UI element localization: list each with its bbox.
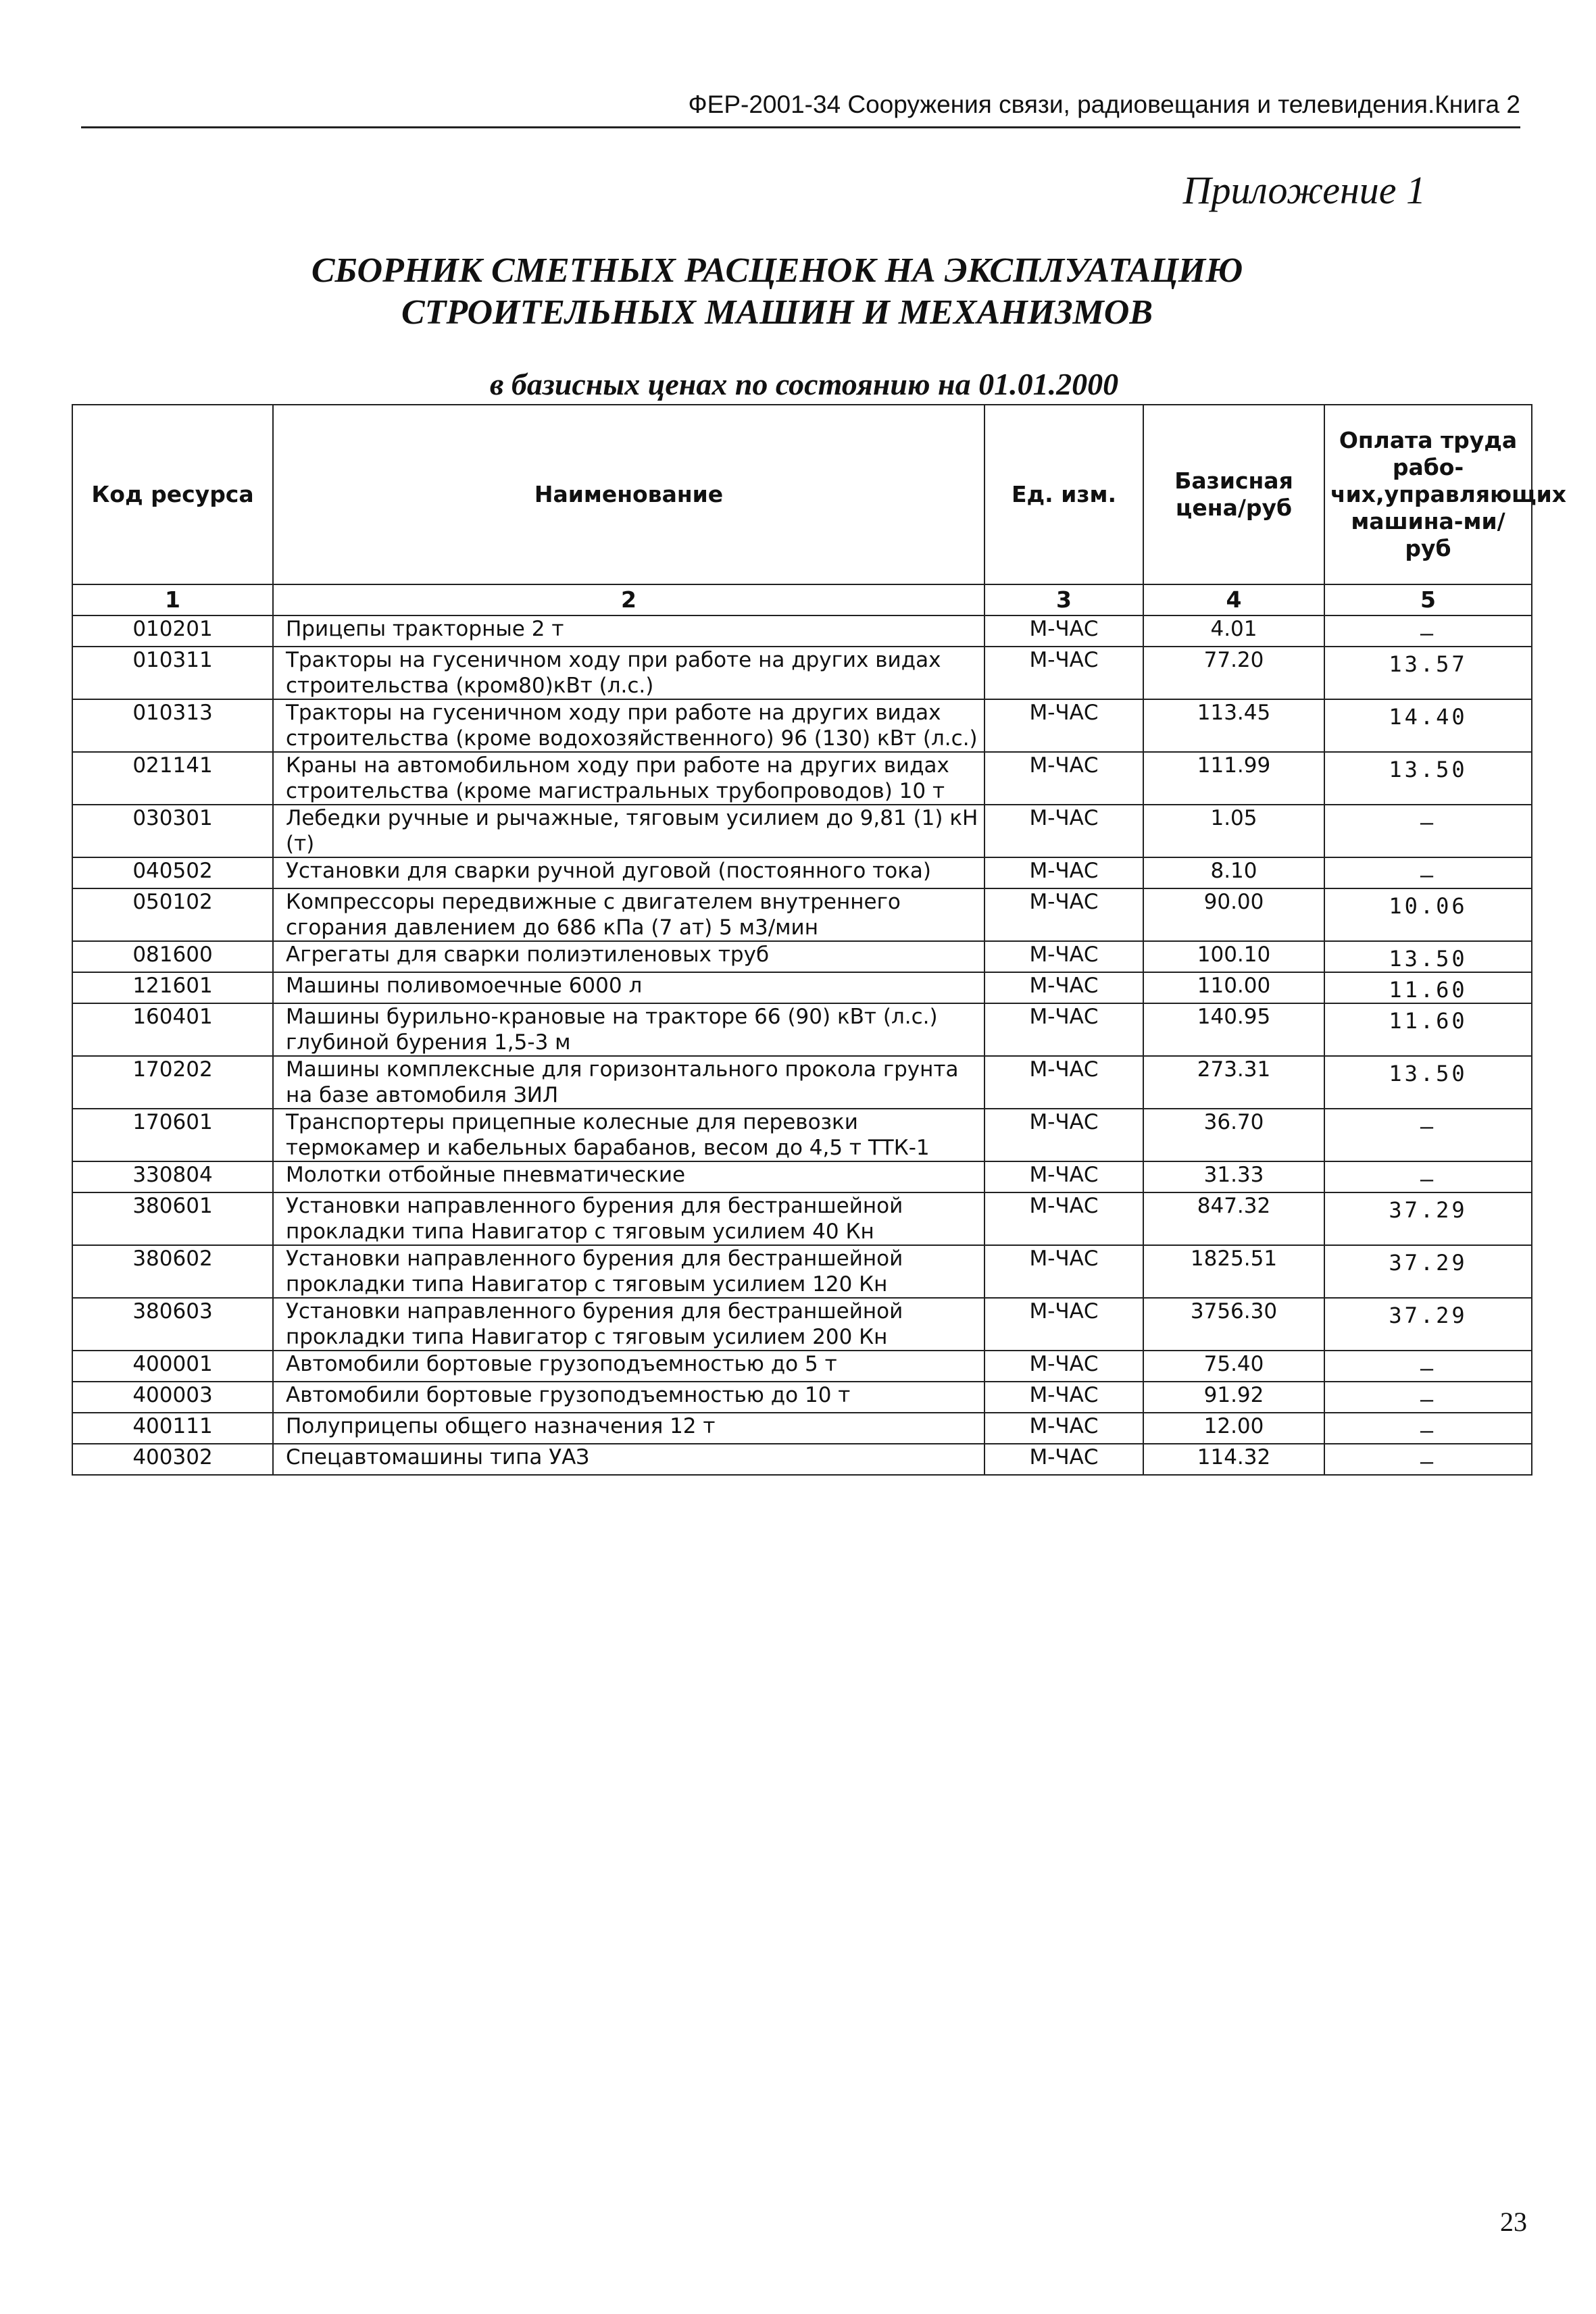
resource-name-cell: Установки направленного бурения для бестраншейной прокладки типа Навигатор с тяговым усилием 40 Кн (273, 1192, 984, 1245)
unit-cell: М-ЧАС (984, 805, 1143, 857)
resource-name-cell: Полуприцепы общего назначения 12 т (273, 1413, 984, 1444)
wage-cell: 37.29 (1324, 1245, 1532, 1298)
table-row (72, 1351, 1532, 1382)
wage-cell: — (1324, 615, 1532, 647)
wage-cell: 14.40 (1324, 699, 1532, 752)
table-row (72, 615, 1532, 647)
resource-name-cell: Лебедки ручные и рычажные, тяговым усилием до 9,81 (1) кН (т) (273, 805, 984, 857)
base-price-cell: 1825.51 (1143, 1245, 1324, 1298)
resource-code-cell: 400001 (72, 1351, 273, 1382)
base-price-cell: 31.33 (1143, 1161, 1324, 1192)
resource-code-cell: 380601 (72, 1192, 273, 1245)
document-title-line-1: СБОРНИК СМЕТНЫХ РАСЦЕНОК НА ЭКСПЛУАТАЦИЮ (311, 251, 1243, 290)
resource-code-cell: 081600 (72, 941, 273, 972)
header-code: Код ресурса (72, 405, 273, 584)
unit-cell: М-ЧАС (984, 972, 1143, 1003)
header-price: Базисная цена/руб (1143, 405, 1324, 584)
wage-cell: — (1324, 1413, 1532, 1444)
base-price-cell: 91.92 (1143, 1382, 1324, 1413)
resource-code-cell: 010313 (72, 699, 273, 752)
wage-cell: — (1324, 1382, 1532, 1413)
table-row (72, 1192, 1532, 1245)
resource-code-cell: 021141 (72, 752, 273, 805)
table-row (72, 1444, 1532, 1475)
table-row (72, 805, 1532, 857)
resource-code-cell: 050102 (72, 888, 273, 941)
resource-name-cell: Тракторы на гусеничном ходу при работе на других видах строительства (кром80)кВт (л.с.) (273, 647, 984, 699)
unit-cell: М-ЧАС (984, 1351, 1143, 1382)
base-price-cell: 90.00 (1143, 888, 1324, 941)
resource-name-cell: Машины комплексные для горизонтального прокола грунта на базе автомобиля ЗИЛ (273, 1056, 984, 1109)
wage-cell: 10.06 (1324, 888, 1532, 941)
resource-code-cell: 170601 (72, 1109, 273, 1161)
resource-code-cell: 121601 (72, 972, 273, 1003)
resource-name-cell: Установки направленного бурения для бестраншейной прокладки типа Навигатор с тяговым усилием 200 Кн (273, 1298, 984, 1351)
resource-code-cell: 170202 (72, 1056, 273, 1109)
unit-cell: М-ЧАС (984, 615, 1143, 647)
wage-cell: — (1324, 1444, 1532, 1475)
base-price-cell: 111.99 (1143, 752, 1324, 805)
column-number: 2 (273, 584, 984, 615)
table-row (72, 647, 1532, 699)
table-row (72, 1382, 1532, 1413)
wage-cell: 13.50 (1324, 752, 1532, 805)
resource-code-cell: 030301 (72, 805, 273, 857)
base-price-cell: 110.00 (1143, 972, 1324, 1003)
resource-name-cell: Машины бурильно-крановые на тракторе 66 (90) кВт (л.с.) глубиной бурения 1,5-3 м (273, 1003, 984, 1056)
unit-cell: М-ЧАС (984, 857, 1143, 888)
unit-cell: М-ЧАС (984, 1161, 1143, 1192)
unit-cell: М-ЧАС (984, 1382, 1143, 1413)
resource-code-cell: 380602 (72, 1245, 273, 1298)
table-row (72, 857, 1532, 888)
resource-name-cell: Машины поливомоечные 6000 л (273, 972, 984, 1003)
resource-name-cell: Транспортеры прицепные колесные для перевозки термокамер и кабельных барабанов, весом до 4,5 т ТТК-1 (273, 1109, 984, 1161)
rates-table (72, 404, 1567, 1476)
base-price-cell: 36.70 (1143, 1109, 1324, 1161)
wage-cell: 13.50 (1324, 1056, 1532, 1109)
unit-cell: М-ЧАС (984, 1003, 1143, 1056)
table-row (72, 888, 1532, 941)
resource-name-cell: Тракторы на гусеничном ходу при работе на других видах строительства (кроме водохозяйственного) 96 (130) кВт (л.с.) (273, 699, 984, 752)
header-unit: Ед. изм. (984, 405, 1143, 584)
table-row (72, 699, 1532, 752)
column-number: 3 (984, 584, 1143, 615)
table-row (72, 1161, 1532, 1192)
page-number: 23 (1500, 2207, 1527, 2237)
column-number: 1 (72, 584, 273, 615)
unit-cell: М-ЧАС (984, 1245, 1143, 1298)
base-price-cell: 1.05 (1143, 805, 1324, 857)
table-row (72, 752, 1532, 805)
unit-cell: М-ЧАС (984, 1192, 1143, 1245)
table-row (72, 1109, 1532, 1161)
wage-cell: 37.29 (1324, 1192, 1532, 1245)
resource-name-cell: Автомобили бортовые грузоподъемностью до 10 т (273, 1382, 984, 1413)
table-row (72, 1003, 1532, 1056)
resource-code-cell: 400003 (72, 1382, 273, 1413)
table-body (72, 615, 1532, 1475)
wage-cell: — (1324, 857, 1532, 888)
wage-cell: — (1324, 1109, 1532, 1161)
resource-name-cell: Автомобили бортовые грузоподъемностью до 5 т (273, 1351, 984, 1382)
base-price-cell: 140.95 (1143, 1003, 1324, 1056)
unit-cell: М-ЧАС (984, 941, 1143, 972)
header-rule (81, 126, 1520, 128)
header-wage: Оплата труда рабо-чих,управляющих машина-ми/руб (1324, 405, 1532, 584)
wage-cell: 11.60 (1324, 1003, 1532, 1056)
resource-code-cell: 010201 (72, 615, 273, 647)
unit-cell: М-ЧАС (984, 888, 1143, 941)
table-row (72, 1245, 1532, 1298)
resource-code-cell: 040502 (72, 857, 273, 888)
column-number: 4 (1143, 584, 1324, 615)
base-price-cell: 113.45 (1143, 699, 1324, 752)
base-price-cell: 100.10 (1143, 941, 1324, 972)
unit-cell: М-ЧАС (984, 1444, 1143, 1475)
resource-name-cell: Установки направленного бурения для бестраншейной прокладки типа Навигатор с тяговым усилием 120 Кн (273, 1245, 984, 1298)
resource-code-cell: 400111 (72, 1413, 273, 1444)
resource-name-cell: Краны на автомобильном ходу при работе на других видах строительства (кроме магистральных трубопроводов) 10 т (273, 752, 984, 805)
resource-name-cell: Компрессоры передвижные с двигателем внутреннего сгорания давлением до 686 кПа (7 ат) 5 м3/мин (273, 888, 984, 941)
resource-name-cell: Спецавтомашины типа УАЗ (273, 1444, 984, 1475)
table-row (72, 1298, 1532, 1351)
table-row (72, 972, 1532, 1003)
document-title-line-2: СТРОИТЕЛЬНЫХ МАШИН И МЕХАНИЗМОВ (401, 293, 1153, 332)
document-title (203, 250, 1351, 334)
base-price-cell: 273.31 (1143, 1056, 1324, 1109)
table-row (72, 1413, 1532, 1444)
wage-cell: 13.50 (1324, 941, 1532, 972)
header-name: Наименование (273, 405, 984, 584)
wage-cell: — (1324, 805, 1532, 857)
resource-code-cell: 380603 (72, 1298, 273, 1351)
resource-name-cell: Молотки отбойные пневматические (273, 1161, 984, 1192)
resource-code-cell: 330804 (72, 1161, 273, 1192)
wage-cell: — (1324, 1161, 1532, 1192)
unit-cell: М-ЧАС (984, 1109, 1143, 1161)
appendix-label: Приложение 1 (1182, 168, 1426, 212)
document-subtitle: в базисных ценах по состоянию на 01.01.2000 (489, 367, 1119, 401)
base-price-cell: 12.00 (1143, 1413, 1324, 1444)
unit-cell: М-ЧАС (984, 1056, 1143, 1109)
wage-cell: 37.29 (1324, 1298, 1532, 1351)
resource-name-cell: Прицепы тракторные 2 т (273, 615, 984, 647)
resource-name-cell: Агрегаты для сварки полиэтиленовых труб (273, 941, 984, 972)
base-price-cell: 77.20 (1143, 647, 1324, 699)
base-price-cell: 114.32 (1143, 1444, 1324, 1475)
resource-code-cell: 010311 (72, 647, 273, 699)
table-row (72, 941, 1532, 972)
running-header: ФЕР-2001-34 Сооружения связи, радиовещания и телевидения.Книга 2 (688, 91, 1520, 118)
base-price-cell: 8.10 (1143, 857, 1324, 888)
unit-cell: М-ЧАС (984, 1413, 1143, 1444)
unit-cell: М-ЧАС (984, 752, 1143, 805)
base-price-cell: 847.32 (1143, 1192, 1324, 1245)
base-price-cell: 75.40 (1143, 1351, 1324, 1382)
resource-code-cell: 400302 (72, 1444, 273, 1475)
unit-cell: М-ЧАС (984, 647, 1143, 699)
unit-cell: М-ЧАС (984, 1298, 1143, 1351)
table-row (72, 1056, 1532, 1109)
resource-code-cell: 160401 (72, 1003, 273, 1056)
unit-cell: М-ЧАС (984, 699, 1143, 752)
base-price-cell: 4.01 (1143, 615, 1324, 647)
wage-cell: 13.57 (1324, 647, 1532, 699)
wage-cell: — (1324, 1351, 1532, 1382)
wage-cell: 11.60 (1324, 972, 1532, 1003)
table-header-row (72, 405, 1532, 584)
column-number: 5 (1324, 584, 1532, 615)
column-number-row (72, 584, 1532, 615)
resource-name-cell: Установки для сварки ручной дуговой (постоянного тока) (273, 857, 984, 888)
base-price-cell: 3756.30 (1143, 1298, 1324, 1351)
